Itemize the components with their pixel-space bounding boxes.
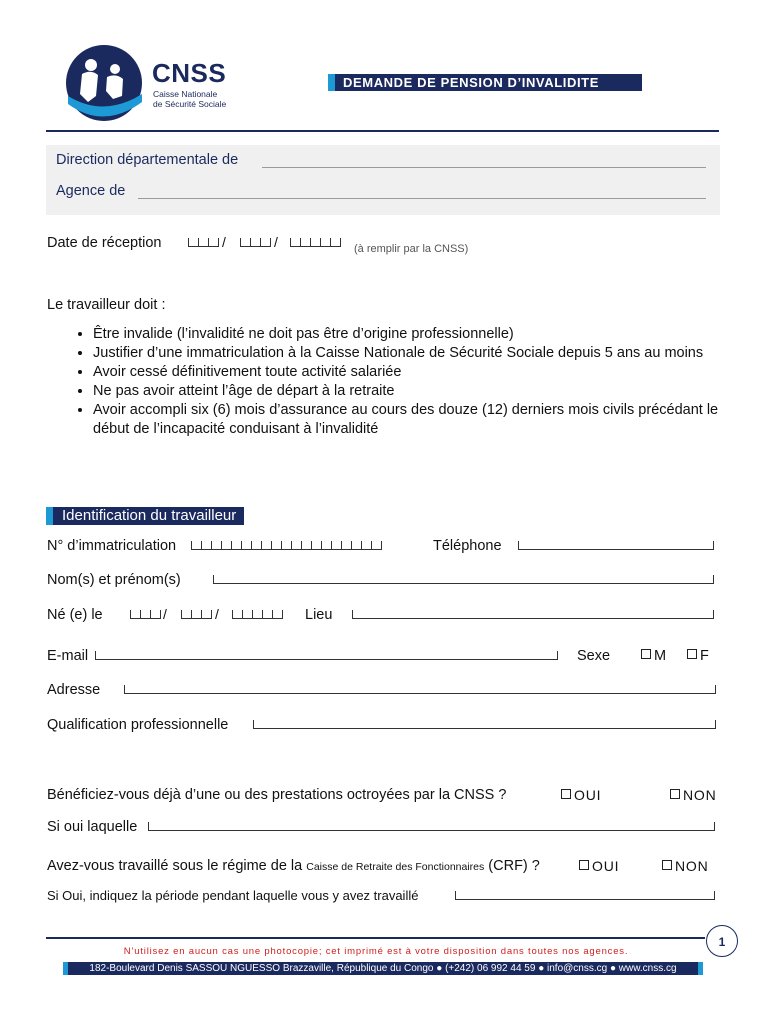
address-field[interactable] [124, 685, 716, 694]
benefits-no-option[interactable] [670, 787, 717, 803]
direction-field[interactable] [262, 167, 706, 168]
birth-date-label: Né (e) le [47, 607, 103, 623]
footer-divider [46, 937, 705, 939]
name-field[interactable] [213, 575, 714, 584]
phone-field[interactable] [518, 541, 714, 550]
date-slash: / [215, 606, 219, 622]
benefits-question: Bénéficiez-vous déjà d’une ou des prestations octroyées par la CNSS ? [47, 787, 507, 803]
crf-yes-text: OUI [592, 858, 620, 874]
benefits-yes-option[interactable] [561, 787, 601, 803]
crf-period-label: Si Oui, indiquez la période pendant laquelle vous y avez travaillé [47, 888, 419, 903]
section-title-identification: Identification du travailleur [46, 507, 244, 525]
benefits-no-text: NON [683, 787, 717, 803]
logo-subtitle-line-1: Caisse Nationale [153, 89, 218, 99]
requirements-intro: Le travailleur doit : [47, 297, 166, 313]
logo-subtitle-line-2: de Sécurité Sociale [153, 99, 227, 109]
footer-address: 182-Boulevard Denis SASSOU NGUESSO Brazzaville, République du Congo ● (+242) 06 992 44 59 ● info@cnss.cg ● www.cnss.cg [63, 962, 703, 975]
list-item: • Ne pas avoir atteint l’âge de départ à la retraite [93, 382, 733, 401]
benefit-which-field[interactable] [148, 822, 715, 831]
registration-label: N° d’immatriculation [47, 538, 177, 554]
address-label: Adresse [47, 682, 101, 698]
birth-month-field[interactable] [181, 610, 212, 620]
checkbox-icon[interactable] [579, 860, 589, 870]
name-label: Nom(s) et prénom(s) [47, 572, 181, 588]
crf-question-start: Avez-vous travaillé sous le régime de la [47, 858, 303, 874]
sex-f-text: F [700, 648, 709, 664]
birth-year-field[interactable] [232, 610, 283, 620]
sex-m-text: M [654, 648, 667, 664]
reception-month-field[interactable] [240, 238, 271, 248]
benefits-yes-text: OUI [574, 787, 602, 803]
cnss-logo-icon [60, 44, 150, 122]
cnss-note: (à remplir par la CNSS) [354, 243, 469, 255]
birth-place-field[interactable] [352, 610, 714, 619]
checkbox-icon[interactable] [670, 789, 680, 799]
reception-date-label: Date de réception [47, 235, 162, 251]
email-field[interactable] [95, 651, 558, 660]
page-number: 1 [706, 925, 738, 957]
registration-field[interactable] [191, 541, 382, 551]
direction-label: Direction départementale de [56, 152, 239, 168]
logo-wordmark: CNSS [152, 58, 227, 88]
crf-no-text: NON [675, 858, 709, 874]
header-divider [46, 130, 719, 132]
reception-year-field[interactable] [290, 238, 341, 248]
agency-field[interactable] [138, 198, 706, 199]
crf-question [47, 858, 540, 874]
photocopy-warning: N’utilisez en aucun cas une photocopie; cet imprimé est à votre disposition dans toutes nos agences. [123, 946, 629, 957]
requirements-list [46, 325, 733, 439]
checkbox-icon[interactable] [662, 860, 672, 870]
crf-yes-option[interactable] [579, 858, 619, 874]
phone-label: Téléphone [433, 538, 502, 554]
list-item: • Être invalide (l’invalidité ne doit pas être d’origine professionnelle) [93, 325, 733, 344]
sex-f-option[interactable] [687, 648, 709, 664]
reception-day-field[interactable] [188, 238, 219, 248]
form-title: DEMANDE DE PENSION D’INVALIDITE [328, 74, 642, 91]
birth-day-field[interactable] [130, 610, 161, 620]
benefit-which-label: Si oui laquelle [47, 819, 138, 835]
email-label: E-mail [47, 648, 89, 664]
birth-place-label: Lieu [305, 607, 333, 623]
date-slash: / [163, 606, 167, 622]
list-item: • Avoir accompli six (6) mois d’assurance au cours des douze (12) derniers mois civils précédant le début de l’incapacité conduisant à l’invalidité [93, 401, 733, 439]
qualification-field[interactable] [253, 720, 716, 729]
qualification-label: Qualification professionnelle [47, 717, 229, 733]
sex-label: Sexe [577, 648, 611, 664]
date-slash: / [274, 234, 278, 250]
checkbox-icon[interactable] [687, 649, 697, 659]
checkbox-icon[interactable] [641, 649, 651, 659]
crf-question-small: Caisse de Retraite des Fonctionnaires [306, 861, 485, 873]
list-item: • Justifier d’une immatriculation à la Caisse Nationale de Sécurité Sociale depuis 5 ans au moins [93, 344, 733, 363]
checkbox-icon[interactable] [561, 789, 571, 799]
list-item: • Avoir cessé définitivement toute activité salariée [93, 363, 733, 382]
crf-question-end: (CRF) ? [488, 858, 540, 874]
date-slash: / [222, 234, 226, 250]
crf-no-option[interactable] [662, 858, 709, 874]
agency-label: Agence de [56, 183, 126, 199]
sex-m-option[interactable] [641, 648, 666, 664]
crf-period-field[interactable] [455, 891, 715, 900]
